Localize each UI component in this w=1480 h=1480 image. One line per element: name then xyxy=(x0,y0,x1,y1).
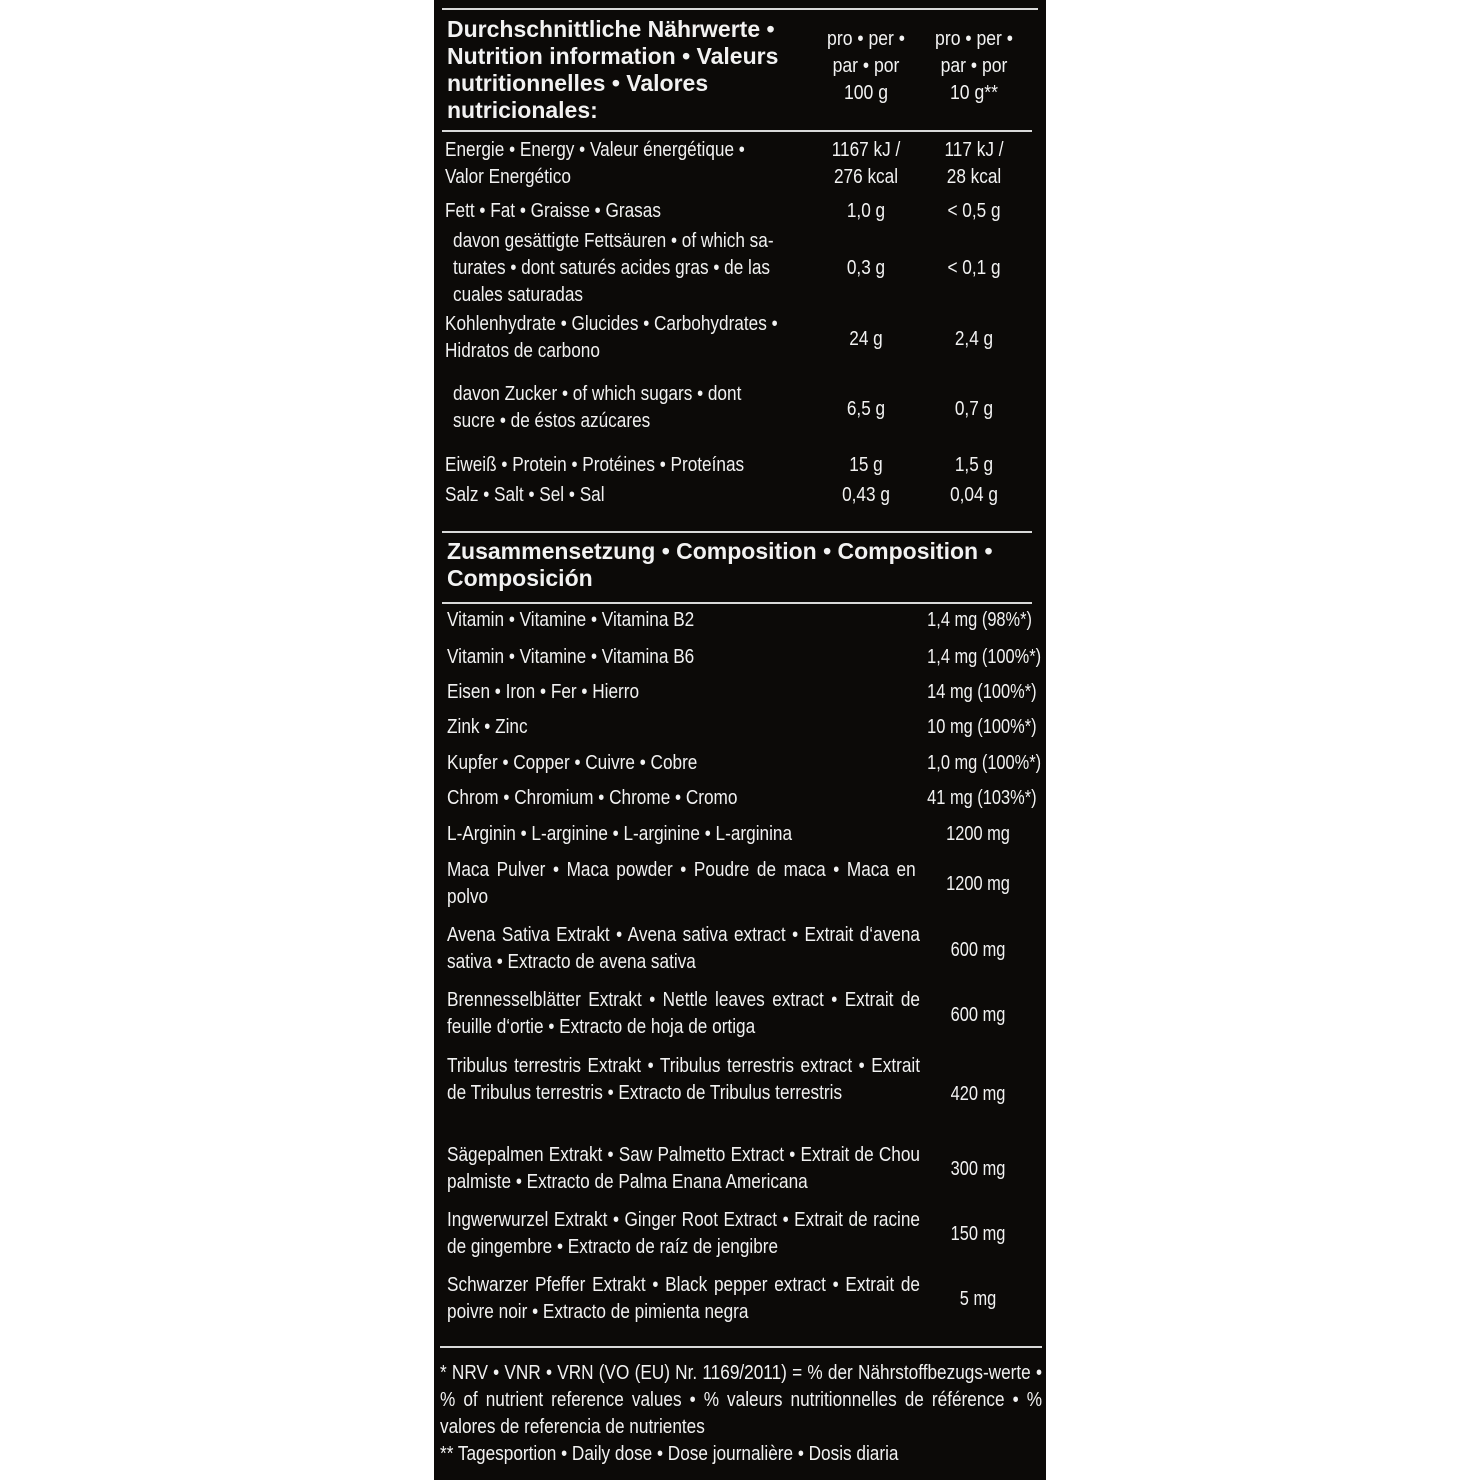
nutrient-value-10g: < 0,1 g xyxy=(947,257,1001,279)
ingredient-label: Avena Sativa Extrakt • Avena sativa extract • Extrait d‘avena sativa • Extracto de avena sativa xyxy=(447,924,920,973)
nutrient-value-100g: 15 g xyxy=(849,454,883,476)
ingredient-amount: 1,4 mg (100%*) xyxy=(927,646,1042,668)
ingredient-label: Vitamin • Vitamine • Vitamina B2 xyxy=(447,609,695,631)
nutrition-header: Durchschnittliche Nährwerte • Nutrition information • Valeurs nutritionnelles • Valores nutricionales: xyxy=(447,16,779,123)
nutrient-label-energy: Energie • Energy • Valeur énergétique • Valor Energético xyxy=(445,139,745,188)
nutrient-value-100g: 0,3 g xyxy=(846,257,886,279)
ingredient-amount: 300 mg xyxy=(950,1158,1006,1180)
ingredient-amount: 420 mg xyxy=(950,1083,1006,1105)
ingredient-label: Ingwerwurzel Extrakt • Ginger Root Extract • Extrait de racine de gingembre • Extracto de raíz de jengibre xyxy=(447,1209,920,1258)
nutrient-label-saturates: davon gesättigte Fettsäuren • of which sa- turates • dont saturés acides gras • de las cuales saturadas xyxy=(453,230,774,306)
nutrient-value-100g: 1167 kJ / 276 kcal xyxy=(831,139,901,188)
divider xyxy=(440,1346,1042,1348)
ingredient-amount: 1200 mg xyxy=(946,823,1010,845)
divider xyxy=(442,531,1032,533)
nutrient-value-100g: 1,0 g xyxy=(846,200,886,222)
column-header-10g: pro • per • par • por 10 g** xyxy=(935,28,1013,104)
ingredient-label: Sägepalmen Extrakt • Saw Palmetto Extract • Extrait de Chou palmiste • Extracto de Palma Enana Americana xyxy=(447,1144,920,1193)
ingredient-label: Chrom • Chromium • Chrome • Cromo xyxy=(447,787,738,809)
nutrient-value-100g: 6,5 g xyxy=(846,398,886,420)
ingredient-amount: 10 mg (100%*) xyxy=(927,716,1037,738)
nutrient-label-sugars: davon Zucker • of which sugars • dont sucre • de éstos azúcares xyxy=(453,383,742,432)
ingredient-label: Tribulus terrestris Extrakt • Tribulus terrestris extract • Extrait de Tribulus terrestris • Extracto de Tribulus terrestris xyxy=(447,1055,920,1104)
composition-header: Zusammensetzung • Composition • Composition • Composición xyxy=(447,538,993,591)
divider xyxy=(442,8,1038,10)
divider xyxy=(442,602,1032,604)
nutrient-value-10g: 0,7 g xyxy=(954,398,994,420)
ingredient-label: Maca Pulver • Maca powder • Poudre de maca • Maca en polvo xyxy=(447,859,916,908)
ingredient-label: Zink • Zinc xyxy=(447,716,528,738)
nutrient-label-salt: Salz • Salt • Sel • Sal xyxy=(445,484,605,506)
ingredient-label: Vitamin • Vitamine • Vitamina B6 xyxy=(447,646,695,668)
nutrient-value-10g: < 0,5 g xyxy=(947,200,1001,222)
ingredient-amount: 1200 mg xyxy=(946,873,1010,895)
ingredient-amount: 600 mg xyxy=(950,1004,1006,1026)
ingredient-amount: 600 mg xyxy=(950,939,1006,961)
ingredient-label: Brennesselblätter Extrakt • Nettle leaves extract • Extrait de feuille d‘ortie • Extracto de hoja de ortiga xyxy=(447,989,920,1038)
ingredient-amount: 150 mg xyxy=(950,1223,1006,1245)
ingredient-label: Kupfer • Copper • Cuivre • Cobre xyxy=(447,752,698,774)
ingredient-amount: 14 mg (100%*) xyxy=(927,681,1037,703)
footnote-daily-dose: ** Tagesportion • Daily dose • Dose journalière • Dosis diaria xyxy=(440,1443,899,1465)
ingredient-label: Eisen • Iron • Fer • Hierro xyxy=(447,681,640,703)
footnotes xyxy=(440,1360,1042,1468)
nutrient-value-10g: 1,5 g xyxy=(954,454,994,476)
ingredient-amount: 5 mg xyxy=(959,1288,997,1310)
nutrient-value-10g: 117 kJ / 28 kcal xyxy=(944,139,1004,188)
footnote-nrv: * NRV • VNR • VRN (VO (EU) Nr. 1169/2011) = % der Nährstoffbezugs-werte • % of nutrient reference values • % valeurs nutritionnelles de référence • % valores de referencia de nutrientes xyxy=(440,1362,1042,1438)
ingredient-label: Schwarzer Pfeffer Extrakt • Black pepper extract • Extrait de poivre noir • Extracto de pimienta negra xyxy=(447,1274,920,1323)
nutrient-value-10g: 0,04 g xyxy=(950,484,998,506)
ingredient-amount: 1,0 mg (100%*) xyxy=(927,752,1042,774)
nutrient-value-100g: 0,43 g xyxy=(842,484,890,506)
divider xyxy=(442,130,1032,132)
nutrient-label-fat: Fett • Fat • Graisse • Grasas xyxy=(445,200,661,222)
nutrient-value-100g: 24 g xyxy=(849,328,883,350)
ingredient-amount: 1,4 mg (98%*) xyxy=(927,609,1032,631)
ingredient-label: L-Arginin • L-arginine • L-arginine • L-arginina xyxy=(447,823,793,845)
nutrition-label-panel xyxy=(434,0,1046,1480)
nutrient-value-10g: 2,4 g xyxy=(954,328,994,350)
column-header-100g: pro • per • par • por 100 g xyxy=(827,28,905,104)
ingredient-amount: 41 mg (103%*) xyxy=(927,787,1037,809)
nutrient-label-protein: Eiweiß • Protein • Protéines • Proteínas xyxy=(445,454,745,476)
nutrient-label-carbohydrates: Kohlenhydrate • Glucides • Carbohydrates • Hidratos de carbono xyxy=(445,313,778,362)
